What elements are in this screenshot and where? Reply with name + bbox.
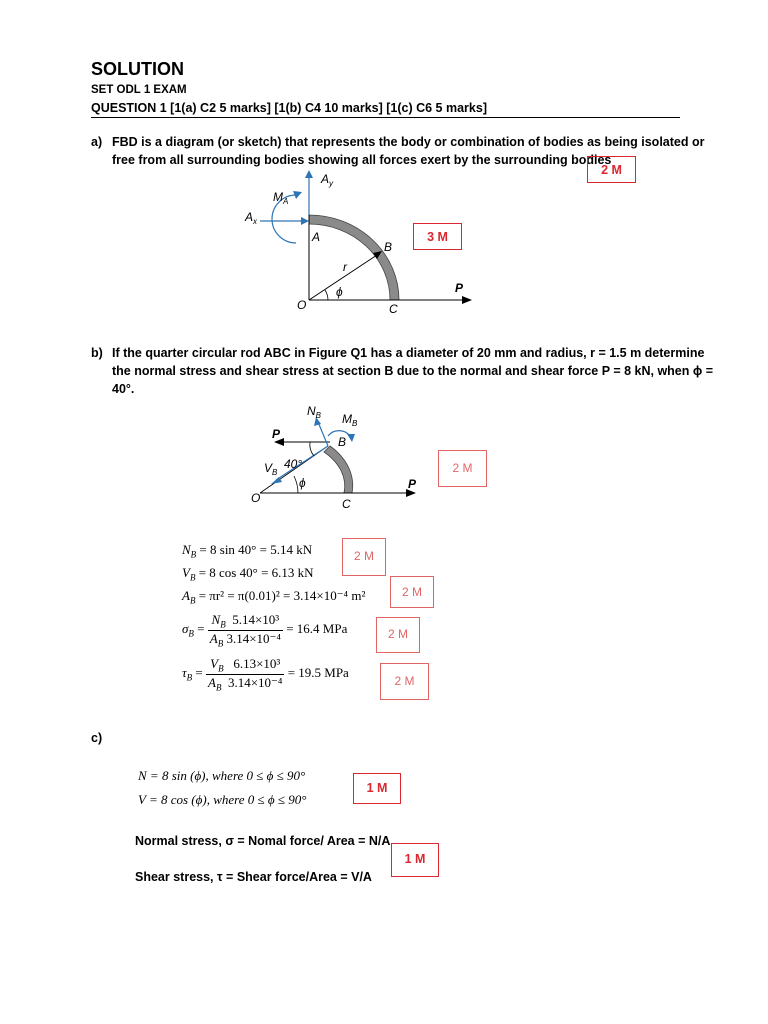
mark-box-b2: 2 M [342, 538, 386, 576]
label-phi: ϕ [336, 285, 343, 299]
label-p2: P [408, 477, 417, 491]
sigma-fraction: $\frac{N_B 5.14\times 10^3}{A_B 3.14\times 10^{-4}}$ [209, 612, 281, 649]
label-ax: $A_x$ [245, 210, 258, 226]
sigma-result: = 16.4 MPa [286, 621, 348, 637]
label-c: C [389, 302, 398, 316]
page-title: SOLUTION [91, 59, 184, 79]
mark-box-b3: 2 M [390, 576, 434, 608]
label-o2: O [251, 491, 261, 505]
eq-n-phi: N = 8 sin (ϕ), where 0 ≤ ϕ ≤ 90° [138, 768, 306, 783]
mark-box-b5: 2 M [380, 663, 429, 700]
label-b: B [384, 240, 393, 254]
label-p1: P [272, 427, 281, 441]
eq-tau: $\tau_B$ = $\frac{V_B 6.13\times 10^3}{A_B 3.14\times 10^{-4}}$ = 19.5 MPa [182, 656, 349, 693]
part-b-line-3: 40°. [112, 382, 135, 396]
label-r: r [343, 260, 347, 274]
label-nb: $N_B$ [307, 404, 322, 420]
eq-ab: $A_B = \pi r^2 = \pi(0.01)^2 = 3.14\times 10^{-4}$ m² [182, 588, 366, 606]
tau-fraction: $\frac{V_B 6.13\times 10^3}{A_B 3.14\times 10^{-4}}$ [208, 656, 283, 693]
part-c-label: c) [91, 731, 103, 745]
part-a-label: a) [91, 135, 103, 149]
heading-rule [91, 117, 680, 118]
ax-arrowhead [301, 217, 309, 225]
eq-nb: $N_B = 8$ sin 40° = 5.14 kN [182, 542, 313, 560]
question-heading: QUESTION 1 [1(a) C2 5 marks] [1(b) C4 10 marks] [1(c) C6 5 marks] [91, 101, 487, 115]
eq-v-phi: V = 8 cos (ϕ), where 0 ≤ ϕ ≤ 90° [138, 792, 307, 807]
eq-vb: $V_B = 8$ cos 40° = 6.13 kN [182, 565, 314, 583]
tau-result: = 19.5 MPa [287, 665, 349, 681]
shear-stress-text: Shear stress, τ = Shear force/Area = V/A [135, 870, 372, 884]
part-b-line-2: the normal stress and shear stress at section B due to the normal and shear force P = 8 kN, when ϕ = [112, 364, 714, 378]
eq-sigma: $\sigma_B$ = $\frac{N_B 5.14\times 10^3}{A_B 3.14\times 10^{-4}}$ = 16.4 MPa [182, 612, 348, 649]
label-o: O [297, 298, 307, 312]
mark-box-c1: 1 M [353, 773, 401, 804]
label-p: P [455, 281, 464, 295]
label-ma: $M_A$ [273, 190, 289, 206]
p-arrowhead [462, 296, 472, 304]
fbd-figure-a [230, 165, 490, 325]
label-c2: C [342, 497, 351, 511]
part-a-line-1: FBD is a diagram (or sketch) that represents the body or combination of bodies as being isolated or [112, 135, 705, 149]
phi-arc [325, 290, 328, 300]
part-b-label: b) [91, 346, 103, 360]
label-phi-b: ϕ [299, 476, 306, 490]
normal-stress-text: Normal stress, σ = Nomal force/ Area = N/A [135, 834, 391, 848]
vb-arrowhead [271, 477, 282, 484]
mb-arrowhead [347, 434, 355, 442]
exam-set: SET ODL 1 EXAM [91, 84, 187, 96]
mark-box-a1: 2 M [587, 156, 636, 183]
mark-box-a2: 3 M [413, 223, 462, 250]
partial-rod [324, 446, 353, 493]
mark-box-b1: 2 M [438, 450, 487, 487]
angle-arc-40 [310, 442, 314, 456]
part-a-line-2: free from all surrounding bodies showing all forces exert by the surrounding bodies [112, 153, 612, 167]
eq-vb-text: = 8 cos 40° = 6.13 kN [198, 565, 314, 580]
label-vb: $V_B$ [264, 461, 278, 477]
label-a: A [312, 230, 321, 244]
section-figure-b [240, 400, 440, 515]
label-mb: $M_B$ [342, 412, 358, 428]
quarter-rod [309, 215, 399, 300]
ay-arrowhead [305, 170, 313, 178]
part-b-line-1: If the quarter circular rod ABC in Figure Q1 has a diameter of 20 mm and radius, r = 1.5 m determine [112, 346, 705, 360]
label-angle: 40° [284, 457, 303, 471]
part-b-text [112, 344, 713, 398]
mark-box-b4: 2 M [376, 617, 420, 653]
mark-box-c2: 1 M [391, 843, 439, 877]
label-b2: B [338, 435, 347, 449]
label-ay: $A_y$ [321, 172, 334, 188]
eq-ab-text: = πr² = π(0.01)² = 3.14×10⁻⁴ m² [198, 588, 366, 603]
eq-nb-text: = 8 sin 40° = 5.14 kN [199, 542, 313, 557]
phi-arc-b [294, 476, 298, 493]
